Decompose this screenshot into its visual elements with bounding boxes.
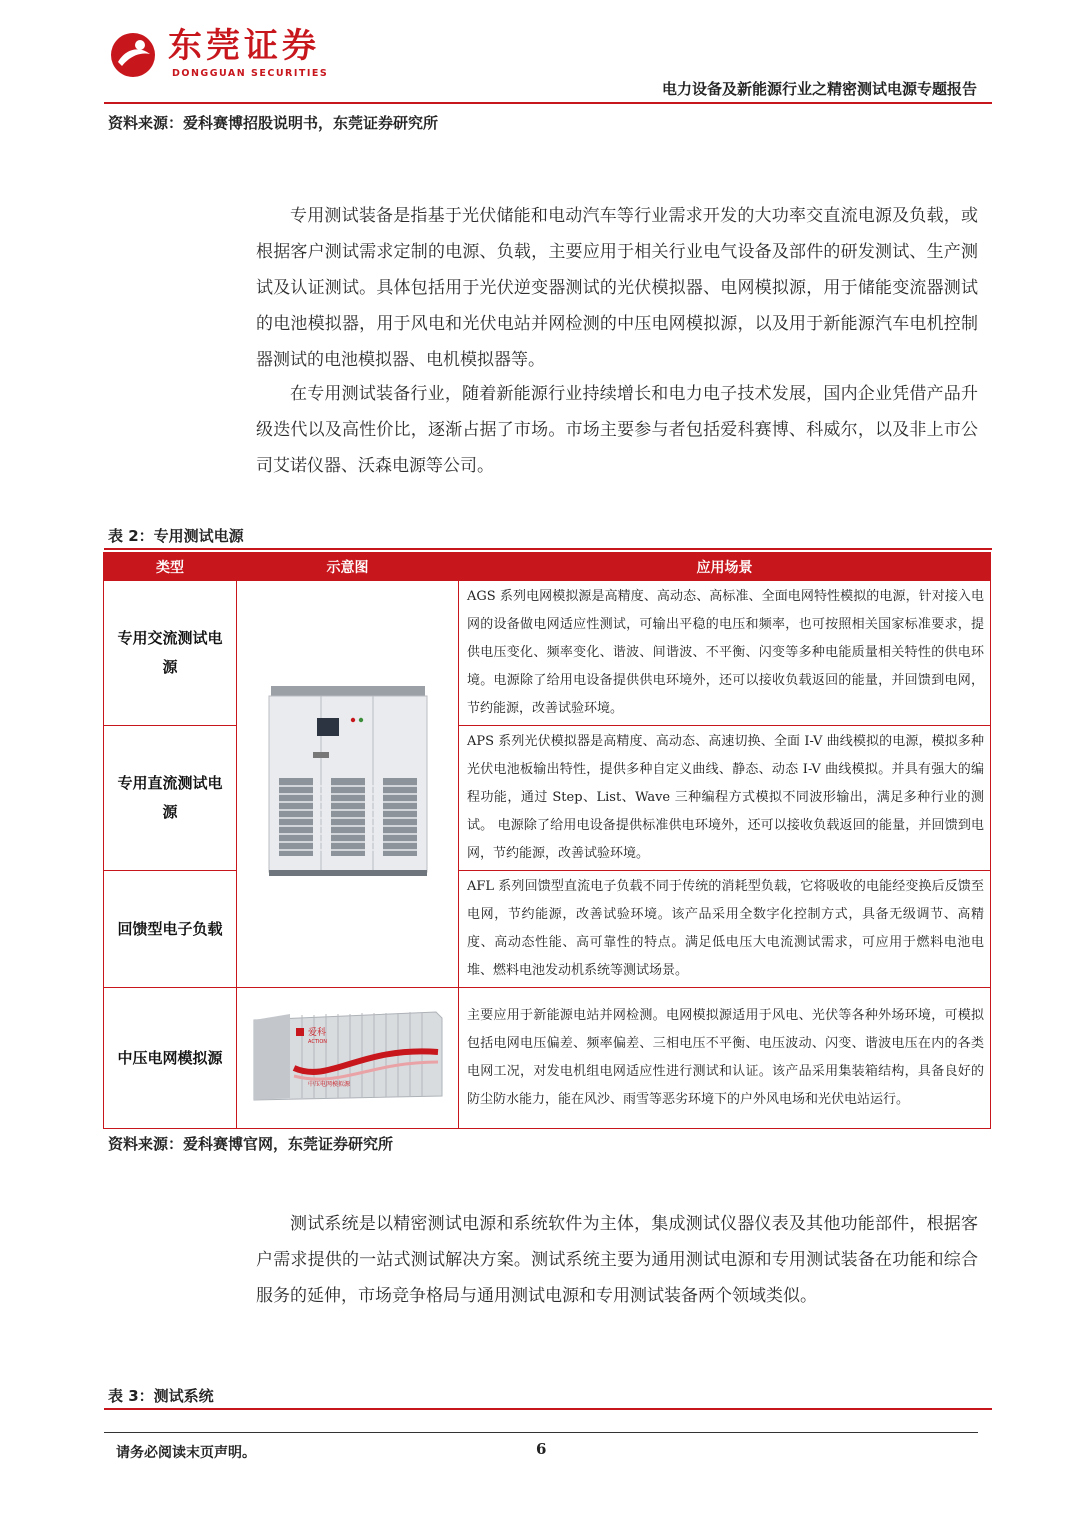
row-application: AFL 系列回馈型直流电子负载不同于传统的消耗型负载，它将吸收的电能经变换后反馈至电网，节约能源，改善试验环境。该产品采用全数字化控制方式，具备无级调节、高精度、高动态性能、高可靠性的特点。满足低电压大电流测试需求，可应用于燃料电池电堆、燃料电池发动机系统等测试场景。	[459, 871, 991, 988]
logo-text-en: DONGGUAN SECURITIES	[172, 68, 329, 79]
container-illustration-cell	[237, 988, 459, 1129]
header-type: 类型	[104, 553, 237, 581]
table-2	[103, 552, 990, 1120]
page-number[interactable]: 6	[536, 1440, 547, 1458]
header-illustration: 示意图	[237, 553, 459, 581]
row-type: 回馈型电子负载	[104, 871, 237, 988]
cabinet-illustration-cell	[237, 581, 459, 988]
table-row	[104, 988, 991, 1129]
logo-text-cn: 东莞证券	[168, 26, 320, 66]
container-image	[250, 1006, 446, 1106]
table-row	[104, 581, 991, 726]
body-paragraph-3: 测试系统是以精密测试电源和系统软件为主体，集成测试仪器仪表及其他功能部件，根据客户需求提供的一站式测试解决方案。测试系统主要为通用测试电源和专用测试装备在功能和综合服务的延伸，市场竞争格局与通用测试电源和专用测试装备两个领域类似。	[256, 1214, 978, 1306]
table-2-title-rule	[104, 548, 992, 550]
disclaimer-note: 请务必阅读末页声明。	[116, 1445, 256, 1461]
power-cabinet-image	[263, 682, 433, 882]
container-logo-cn: 爱科	[307, 1028, 326, 1038]
company-logo-icon	[110, 32, 156, 78]
row-application: 主要应用于新能源电站并网检测。电网模拟源适用于风电、光伏等各种外场环境，可模拟包括电网电压偏差、频率偏差、三相电压不平衡、电压波动、闪变、谐波电压在内的各类电网工况，对发电机组电网适应性进行测试和认证。该产品采用集装箱结构，具备良好的防尘防水能力，能在风沙、雨雪等恶劣环境下的户外风电场和光伏电站运行。	[459, 988, 991, 1129]
row-application: AGS 系列电网模拟源是高精度、高动态、高标准、全面电网特性模拟的电源，针对接入电网的设备做电网适应性测试，可输出平稳的电压和频率，也可按照相关国家标准要求，提供电压变化、频率变化、谐波、间谐波、不平衡、闪变等多种电能质量相关特性的供电环境。电源除了给用电设备提供供电环境外，还可以接收负载返回的能量，并回馈到电网，节约能源，改善试验环境。	[459, 581, 991, 726]
row-type: 专用交流测试电源	[104, 581, 237, 726]
table-3-title-rule	[104, 1408, 992, 1410]
header-divider	[104, 102, 992, 104]
report-title: 电力设备及新能源行业之精密测试电源专题报告	[661, 80, 977, 98]
footer-divider	[104, 1432, 978, 1433]
container-label: 中压电网模拟源	[307, 1081, 350, 1088]
table-header-row	[104, 553, 991, 581]
source-note-top: 资料来源：爱科赛博招股说明书，东莞证券研究所	[108, 114, 439, 132]
row-type: 中压电网模拟源	[104, 988, 237, 1129]
source-note-table-2: 资料来源：爱科赛博官网，东莞证券研究所	[108, 1135, 394, 1153]
row-application: APS 系列光伏模拟器是高精度、高动态、高速切换、全面 I-V 曲线模拟的电源，模拟多种光伏电池板输出特性，提供多种自定义曲线、静态、动态 I-V 曲线模拟。并具有强大的编程功能，通过 Step、List、Wave 三种编程方式模拟不同波形输出，满足多种行业的测试。 电源除了给用电设备提供标准供电环境外，还可以接收负载返回的能量，并回馈到电网，节约能源，改善试验环境。	[459, 726, 991, 871]
body-paragraph-2: 在专用测试装备行业，随着新能源行业持续增长和电力电子技术发展，国内企业凭借产品升级迭代以及高性价比，逐渐占据了市场。市场主要参与者包括爱科赛博、科威尔，以及非上市公司艾诺仪器、沃森电源等公司。	[256, 384, 978, 476]
table-3-title: 表 3：测试系统	[108, 1387, 214, 1405]
header-application: 应用场景	[459, 553, 991, 581]
body-paragraph-1: 专用测试装备是指基于光伏储能和电动汽车等行业需求开发的大功率交直流电源及负载，或根据客户测试需求定制的电源、负载，主要应用于相关行业电气设备及部件的研发测试、生产测试及认证测试。具体包括用于光伏逆变器测试的光伏模拟器、电网模拟源，用于储能变流器测试的电池模拟器，用于风电和光伏电站并网检测的中压电网模拟源，以及用于新能源汽车电机控制器测试的电池模拟器、电机模拟器等。	[256, 206, 978, 370]
row-type: 专用直流测试电源	[104, 726, 237, 871]
container-logo-en: ACTION	[307, 1039, 327, 1045]
table-2-title: 表 2：专用测试电源	[108, 527, 244, 545]
